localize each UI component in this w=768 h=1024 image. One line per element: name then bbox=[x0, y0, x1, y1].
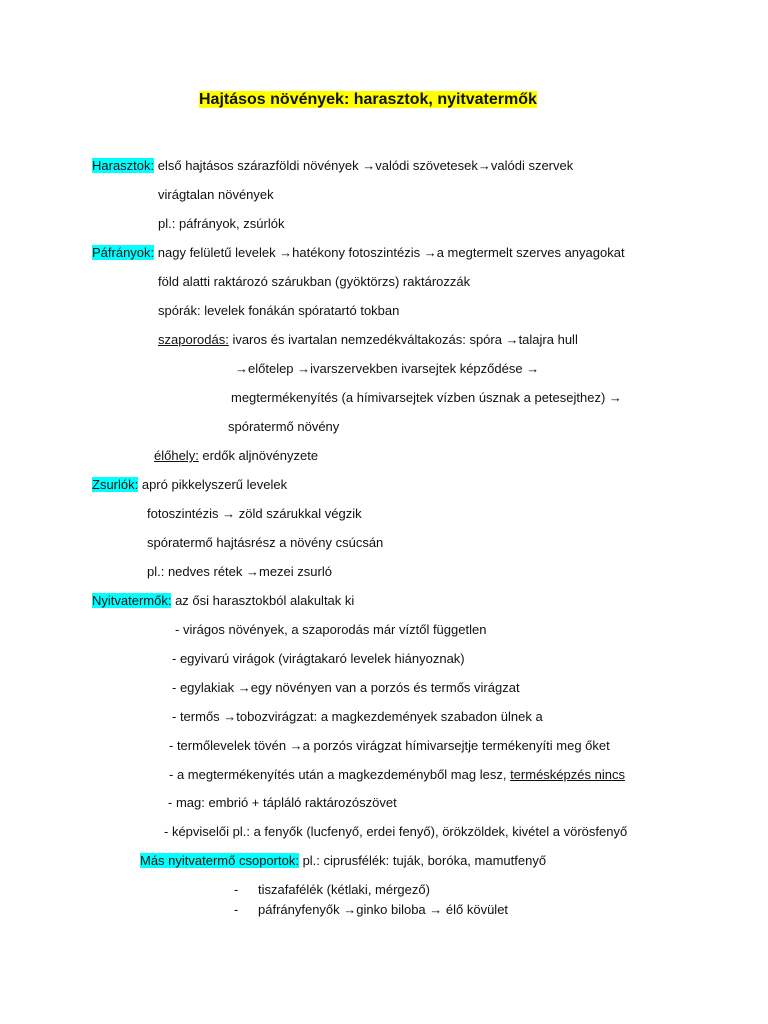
mas-sub-dash: - bbox=[234, 902, 239, 917]
szaporodas-line-1 bbox=[158, 331, 578, 349]
harasztok-line-2: virágtalan növények bbox=[158, 187, 274, 202]
mas-sub-item bbox=[234, 901, 509, 919]
pafranyok-line-1 bbox=[92, 244, 625, 262]
nyitvatermok-line-1 bbox=[92, 592, 354, 610]
szaporodas-line-3: megtermékenyítés (a hímivarsejtek vízben úsznak a petesejthez) → bbox=[231, 390, 622, 405]
harasztok-text-1: első hajtásos szárazföldi növények →valódi szövetesek→valódi szervek bbox=[154, 158, 574, 173]
pafranyok-label: Páfrányok: bbox=[92, 245, 155, 260]
mas-sub-item bbox=[234, 881, 430, 899]
szaporodas-text: ivaros és ivartalan nemzedékváltakozás: spóra →talajra hull bbox=[228, 332, 578, 347]
szaporodas-line-2: →előtelep →ivarszervekben ivarsejtek képződése → bbox=[235, 361, 540, 376]
zsurlok-label: Zsurlók: bbox=[92, 477, 139, 492]
page-title bbox=[199, 90, 537, 110]
pafranyok-text-1: nagy felületű levelek →hatékony fotoszintézis →a megtermelt szerves anyagokat bbox=[154, 245, 625, 260]
nyitvatermok-label: Nyitvatermők: bbox=[92, 593, 172, 608]
elohely-line bbox=[154, 447, 318, 465]
szaporodas-label: szaporodás: bbox=[158, 332, 229, 347]
nyitvatermok-item: - termőlevelek tövén →a porzós virágzat hímivarsejtje termékenyíti meg őket bbox=[169, 738, 610, 753]
mas-sub-text: páfrányfenyők →ginko biloba → élő kövület bbox=[258, 902, 509, 917]
nyitvatermok-item: - képviselői pl.: a fenyők (lucfenyő, erdei fenyő), örökzöldek, kivétel a vörösfenyő bbox=[164, 824, 628, 839]
pafranyok-line-2: föld alatti raktározó szárukban (gyöktörzs) raktározzák bbox=[158, 274, 471, 289]
mas-text-1: pl.: ciprusfélék: tuják, boróka, mamutfenyő bbox=[298, 853, 547, 868]
zsurlok-line-1 bbox=[92, 476, 287, 494]
szaporodas-line-4: spóratermő növény bbox=[228, 419, 340, 434]
zsurlok-line-4: pl.: nedves rétek →mezei zsurló bbox=[147, 564, 332, 579]
nyitvatermok-item-text: - a megtermékenyítés után a magkezdeményből mag lesz, bbox=[169, 767, 511, 782]
elohely-label: élőhely: bbox=[154, 448, 199, 463]
nyitvatermok-item: - virágos növények, a szaporodás már víztől független bbox=[175, 622, 487, 637]
elohely-text: erdők aljnövényzete bbox=[198, 448, 319, 463]
harasztok-label: Harasztok: bbox=[92, 158, 155, 173]
harasztok-line-1 bbox=[92, 157, 573, 175]
nyitvatermok-item: - mag: embrió + tápláló raktározószövet bbox=[168, 795, 397, 810]
nyitvatermok-text-1: az ősi harasztokból alakultak ki bbox=[171, 593, 355, 608]
mas-sub-dash: - bbox=[234, 882, 239, 897]
zsurlok-line-3: spóratermő hajtásrész a növény csúcsán bbox=[147, 535, 384, 550]
zsurlok-line-2: fotoszintézis → zöld szárukkal végzik bbox=[147, 506, 362, 521]
mas-label: Más nyitvatermő csoportok: bbox=[140, 853, 299, 868]
title-text: Hajtásos növények: harasztok, nyitvatermők bbox=[199, 91, 537, 108]
nyitvatermok-item: - egyivarú virágok (virágtakaró levelek hiányoznak) bbox=[172, 651, 465, 666]
pafranyok-line-3: spórák: levelek fonákán spóratartó tokban bbox=[158, 303, 400, 318]
nyitvatermok-item: - egylakiak →egy növényen van a porzós és termős virágzat bbox=[172, 680, 520, 695]
mas-line-1 bbox=[140, 852, 546, 870]
zsurlok-text-1: apró pikkelyszerű levelek bbox=[138, 477, 288, 492]
nyitvatermok-item: - termős →tobozvirágzat: a magkezdemények szabadon ülnek a bbox=[172, 709, 543, 724]
termeskepzes-text: termésképzés nincs bbox=[510, 767, 625, 782]
nyitvatermok-item bbox=[169, 766, 625, 784]
mas-sub-text: tiszafafélék (kétlaki, mérgező) bbox=[258, 882, 430, 897]
harasztok-line-3: pl.: páfrányok, zsúrlók bbox=[158, 216, 285, 231]
